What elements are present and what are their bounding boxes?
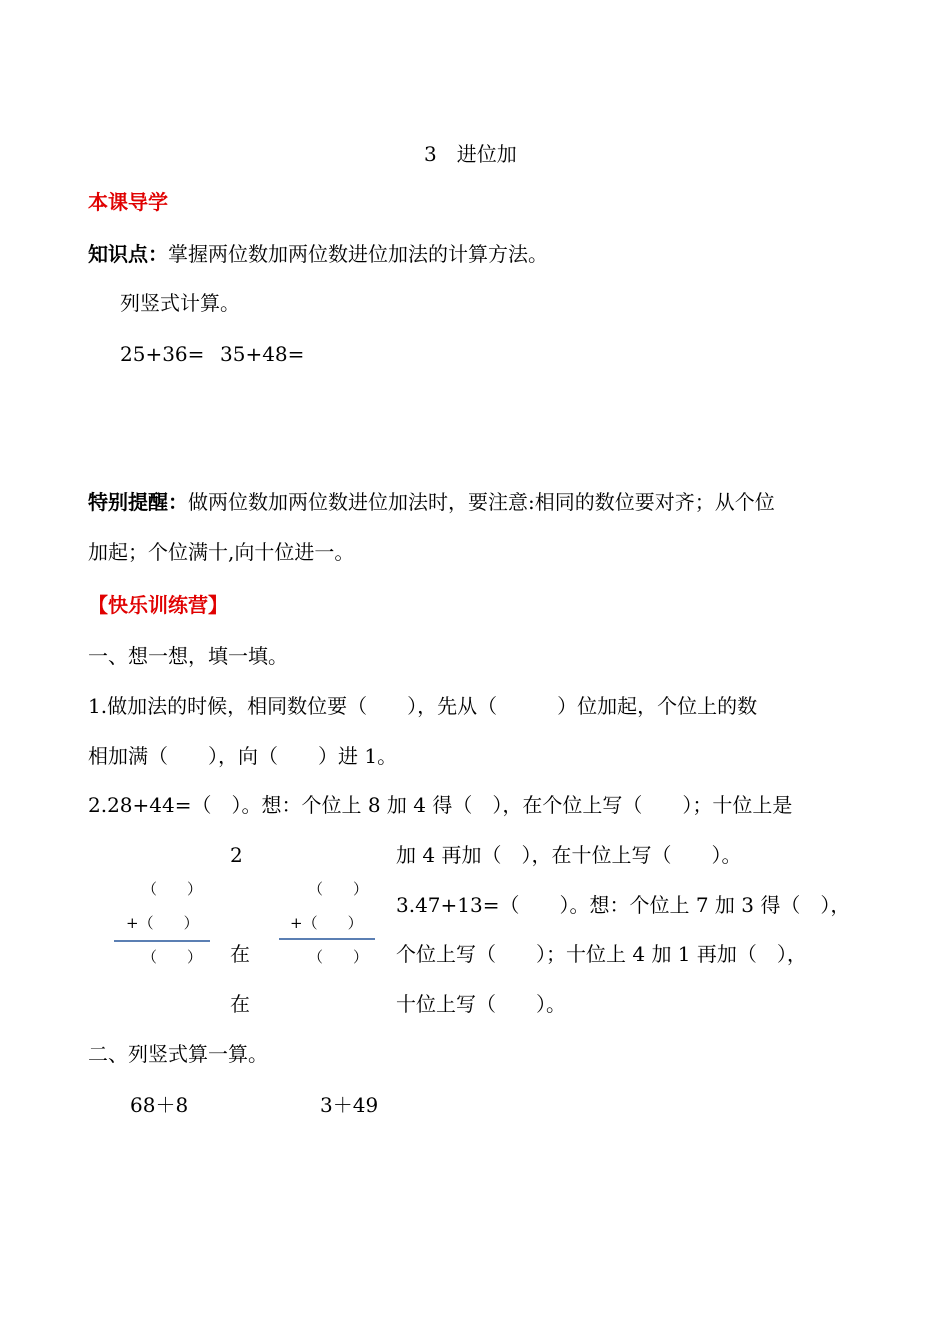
vertical-2-top: （ ） bbox=[308, 880, 369, 898]
vertical-1-top: （ ） bbox=[142, 880, 203, 898]
question-3-line-1: 3.47+13=（ ）。想：个位上 7 加 3 得（ ）， bbox=[396, 893, 851, 917]
calc-problem-2: 3＋49 bbox=[320, 1093, 379, 1117]
zai-text-1: 在 bbox=[230, 942, 250, 966]
guide-heading: 本课导学 bbox=[88, 190, 168, 214]
zai-text-2: 在 bbox=[230, 992, 250, 1016]
knowledge-label: 知识点： bbox=[88, 242, 168, 266]
question-2-line-2: 加 4 再加（ ），在十位上写（ ）。 bbox=[396, 843, 742, 867]
guide-problem-2: 35+48= bbox=[220, 342, 305, 366]
reminder-line-2: 加起；个位满十,向十位进一。 bbox=[88, 540, 355, 564]
camp-heading: 【快乐训练营】 bbox=[88, 593, 228, 617]
reminder-line-1 bbox=[88, 490, 775, 514]
reminder-label: 特别提醒： bbox=[88, 490, 188, 514]
question-3-line-3: 十位上写（ ）。 bbox=[396, 992, 566, 1016]
question-1-line-2: 相加满（ ），向（ ）进 1。 bbox=[88, 744, 398, 768]
section-1-title: 一、想一想，填一填。 bbox=[88, 644, 288, 668]
vertical-2-line bbox=[279, 938, 375, 940]
vertical-2-addend: +（ ） bbox=[290, 914, 363, 932]
vertical-1-addend: +（ ） bbox=[126, 914, 199, 932]
vertical-1-line bbox=[114, 940, 210, 942]
reminder-text: 做两位数加两位数进位加法时，要注意:相同的数位要对齐；从个位 bbox=[188, 490, 775, 514]
vertical-1-result: （ ） bbox=[142, 948, 203, 966]
question-2-digit: 2 bbox=[230, 843, 243, 867]
section-2-title: 二、列竖式算一算。 bbox=[88, 1042, 268, 1066]
vertical-2-result: （ ） bbox=[308, 948, 369, 966]
guide-problem-1: 25+36= bbox=[120, 342, 205, 366]
question-1-line-1: 1.做加法的时候，相同数位要（ ），先从（ ）位加起，个位上的数 bbox=[88, 694, 758, 718]
page-title: 3 进位加 bbox=[424, 142, 517, 166]
knowledge-text: 掌握两位数加两位数进位加法的计算方法。 bbox=[168, 242, 548, 266]
vertical-calc-instruction: 列竖式计算。 bbox=[120, 291, 240, 315]
calc-problem-1: 68＋8 bbox=[130, 1093, 189, 1117]
question-2-line-1: 2.28+44=（ ）。想：个位上 8 加 4 得（ ），在个位上写（ ）；十位上是 bbox=[88, 793, 793, 817]
knowledge-point bbox=[88, 242, 548, 266]
question-3-line-2: 个位上写（ ）；十位上 4 加 1 再加（ ）， bbox=[396, 942, 807, 966]
